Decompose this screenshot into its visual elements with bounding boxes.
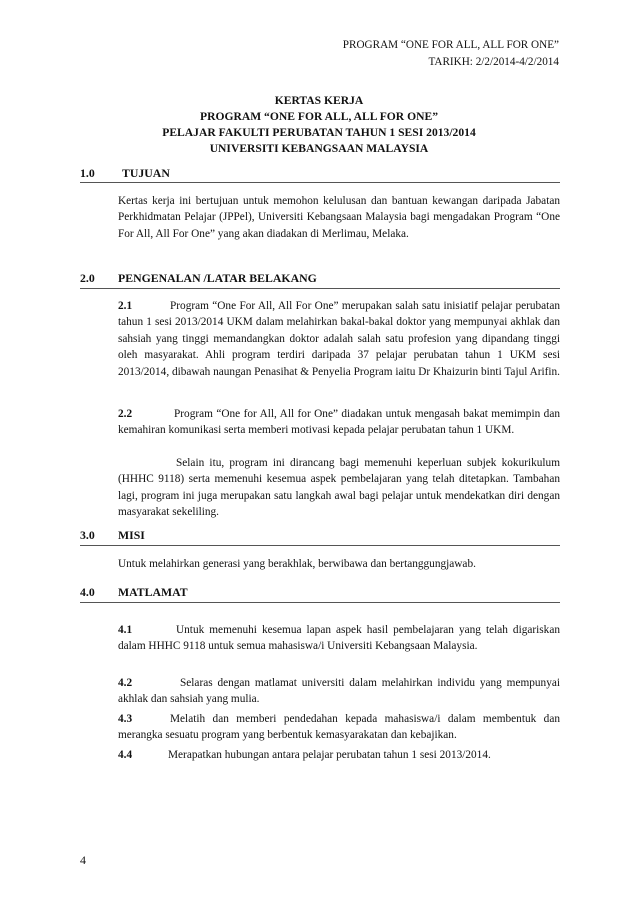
goal-item-4-1 [118,622,560,655]
doc-title-line4: UNIVERSITI KEBANGSAAN MALAYSIA [209,142,429,155]
section-2-para-2 [118,406,560,439]
goal-4-2-text: Selaras dengan matlamat universiti dalam melahirkan individu yang mempunyai akhlak dan sahsiah yang mulia. [118,677,560,706]
goal-4-4-number: 4.4 [118,749,133,761]
section-4-title: MATLAMAT [118,585,188,599]
para-2-1-text: Program “One For All, All For One” merupakan salah satu inisiatif pelajar perubatan tahun 1 sesi 2013/2014 UKM dalam melahirkan bakal-bakal doktor yang mempunyai akhlak dan sahsiah yang tinggi memandangkan doktor adalah salah satu profesion yang dipandang tinggi oleh masyarakat. Ahli program terdiri daripada 37 pelajar perubatan tahun 1 UKM sesi 2013/2014, dibawah naungan Penasihat & Penyelia Program iaitu Dr Khaizurin binti Tajul Arifin. [118,300,561,378]
section-2-number: 2.0 [80,271,95,285]
doc-title-line3: PELAJAR FAKULTI PERUBATAN TAHUN 1 SESI 2013/2014 [162,126,476,139]
header-date: TARIKH: 2/2/2014-4/2/2014 [428,56,559,68]
section-3-number: 3.0 [80,528,95,542]
goal-4-3-number: 4.3 [118,713,133,725]
goal-4-4-text: Merapatkan hubungan antara pelajar perubatan tahun 1 sesi 2013/2014. [168,749,491,761]
section-4-number: 4.0 [80,585,95,599]
goal-item-4-2 [118,675,560,708]
header-program: PROGRAM “ONE FOR ALL, ALL FOR ONE” [342,39,559,51]
section-2-para-2-continued: Selain itu, program ini dirancang bagi memenuhi keperluan subjek kokurikulum (HHHC 9118) serta memenuhi kesemua aspek pembelajaran yang telah ditetapkan. Tambahan lagi, program ini juga merupakan satu langkah awal bagi pelajar untuk mendekatkan diri dengan masyarakat sekeliling. [118,457,560,519]
goal-4-3-text: Melatih dan memberi pendedahan kepada mahasiswa/i dalam membentuk dan merangka sesuatu program yang berbentuk kemasyarakatan dan kebajikan. [118,713,560,742]
doc-title-line2: PROGRAM “ONE FOR ALL, ALL FOR ONE” [199,110,438,123]
section-1-title: TUJUAN [122,166,170,180]
section-2-title: PENGENALAN /LATAR BELAKANG [118,271,317,285]
section-3-rule [80,545,560,546]
section-2-para-1 [118,298,560,380]
section-1-number: 1.0 [80,166,95,180]
goal-item-4-3 [118,711,560,744]
page-number: 4 [80,853,86,867]
para-2-2-text: Program “One for All, All for One” diadakan untuk mengasah bakat memimpin dan kemahiran komunikasi serta memberi motivasi kepada pelajar perubatan tahun 1 UKM. [118,408,560,437]
doc-title-line1: KERTAS KERJA [274,94,364,107]
section-3-title: MISI [118,528,145,542]
section-2-rule [80,288,560,289]
goal-4-1-number: 4.1 [118,624,133,636]
para-2-2-number: 2.2 [118,408,133,420]
section-3-text: Untuk melahirkan generasi yang berakhlak, berwibawa dan bertanggungjawab. [118,558,476,570]
goal-4-1-text: Untuk memenuhi kesemua lapan aspek hasil pembelajaran yang telah digariskan dalam HHHC 9118 untuk semua mahasiswa/i Universiti Kebangsaan Malaysia. [118,624,560,653]
goal-4-2-number: 4.2 [118,677,133,689]
section-1-text: Kertas kerja ini bertujuan untuk memohon kelulusan dan bantuan kewangan daripada Jabatan Perkhidmatan Pelajar (JPPel), Universiti Kebangsaan Malaysia bagi mengadakan Program “One For All, All For One” yang akan diadakan di Merlimau, Melaka. [118,195,560,240]
section-1-rule [80,182,560,183]
section-4-rule [80,602,560,603]
goal-item-4-4 [118,747,560,763]
para-2-1-number: 2.1 [118,300,133,312]
